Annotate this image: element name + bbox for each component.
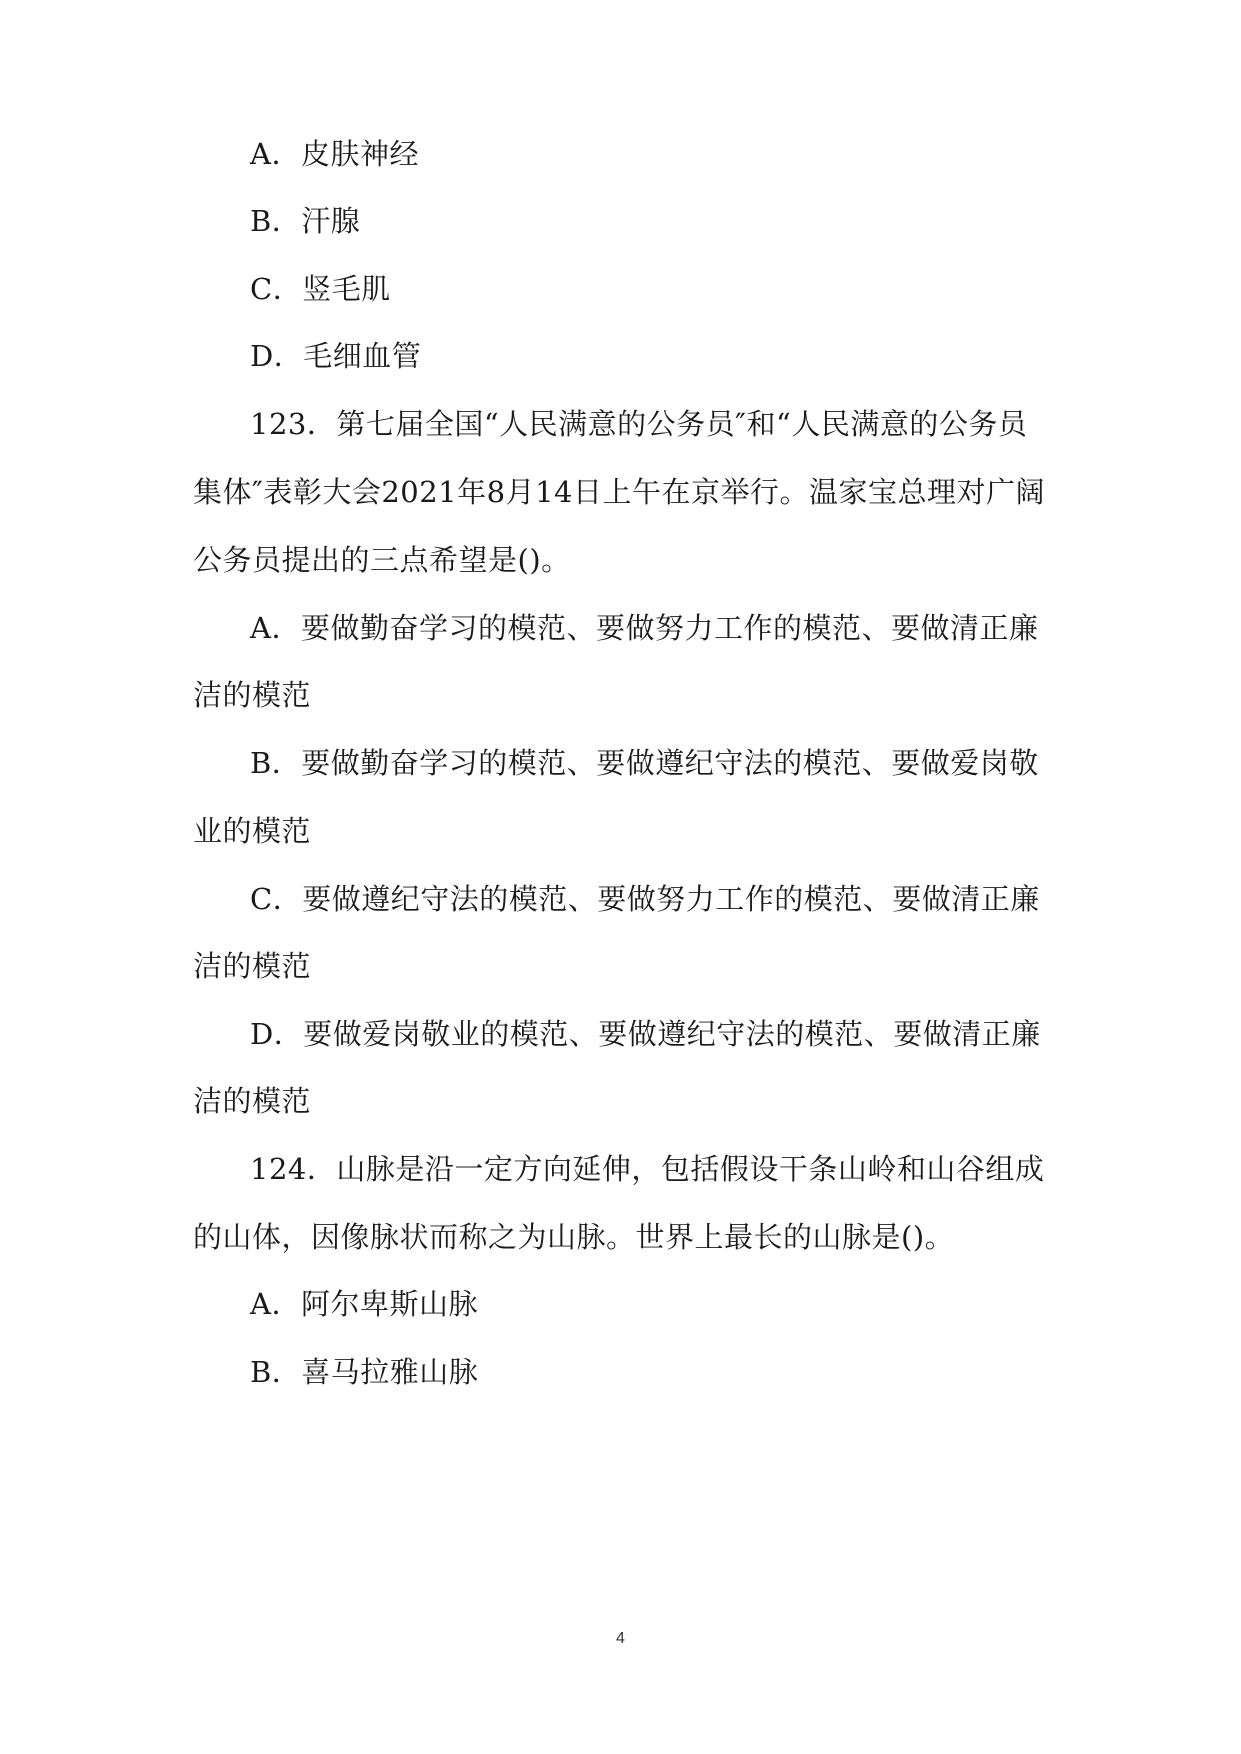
q122-option-b: B．汗腺	[250, 204, 361, 238]
q124-option-b: B．喜马拉雅山脉	[250, 1355, 479, 1389]
q123-stem-line-1: 123．第七届全国“人民满意的公务员″和“人民满意的公务员	[250, 407, 1028, 441]
q123-stem-line-3: 公务员提出的三点希望是()。	[193, 543, 571, 577]
q123-option-c-line-1: C．要做遵纪守法的模范、要做努力工作的模范、要做清正廉	[250, 882, 1040, 916]
q123-option-d-line-2: 洁的模范	[193, 1084, 312, 1118]
q123-option-b-line-2: 业的模范	[193, 814, 312, 848]
q124-stem-line-1: 124．山脉是沿一定方向延伸，包括假设干条山岭和山谷组成	[250, 1152, 1045, 1186]
q123-option-b-line-1: B．要做勤奋学习的模范、要做遵纪守法的模范、要做爱岗敬	[250, 746, 1039, 780]
q123-option-a-line-2: 洁的模范	[193, 678, 312, 712]
q123-option-d-line-1: D．要做爱岗敬业的模范、要做遵纪守法的模范、要做清正廉	[250, 1017, 1041, 1051]
q123-option-c-line-2: 洁的模范	[193, 949, 312, 983]
q124-option-a: A．阿尔卑斯山脉	[250, 1287, 478, 1321]
q123-option-a-line-1: A．要做勤奋学习的模范、要做努力工作的模范、要做清正廉	[250, 611, 1039, 645]
q124-stem-line-2: 的山体，因像脉状而称之为山脉。世界上最长的山脉是()。	[193, 1220, 955, 1254]
q123-stem-line-2: 集体″表彰大会2021年8月14日上午在京举行。温家宝总理对广阔	[193, 475, 1045, 509]
q122-option-c: C．竖毛肌	[250, 272, 391, 306]
page-number: 4	[616, 1630, 625, 1647]
q122-option-d: D．毛细血管	[250, 339, 422, 373]
q122-option-a: A．皮肤神经	[250, 137, 419, 171]
